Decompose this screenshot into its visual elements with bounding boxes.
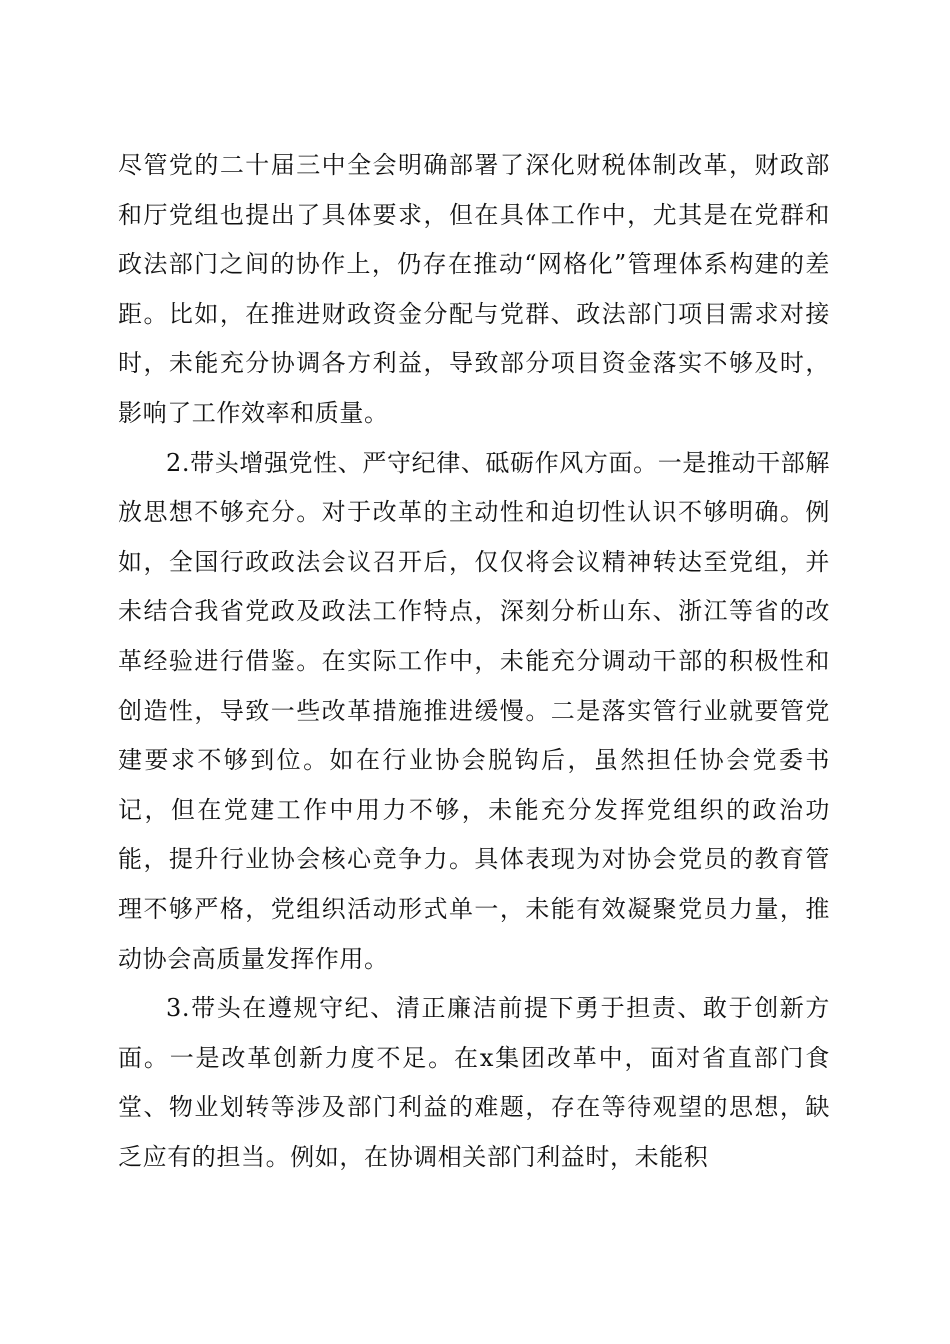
paragraph-fiscal-reform: 尽管党的二十届三中全会明确部署了深化财税体制改革，财政部和厅党组也提出了具体要求，但在具体工作中，尤其是在党群和政法部门之间的协作上，仍存在推动“网格化”管理体系构建的差距。比如，在推进财政资金分配与党群、政法部门项目需求对接时，未能充分协调各方利益，导致部分项目资金落实不够及时，影响了工作效率和质量。 [118,151,830,427]
paragraph-innovation-responsibility: 3.带头在遵规守纪、清正廉洁前提下勇于担责、敢于创新方面。一是改革创新力度不足。在x集团改革中，面对省直部门食堂、物业划转等涉及部门利益的难题，存在等待观望的思想，缺乏应有的担当。例如，在协调相关部门利益时，未能积 [118,994,830,1171]
document-body [118,141,830,1182]
paragraph-party-discipline: 2.带头增强党性、严守纪律、砥砺作风方面。一是推动干部解放思想不够充分。对于改革的主动性和迫切性认识不够明确。例如，全国行政政法会议召开后，仅仅将会议精神转达至党组，并未结合我省党政及政法工作特点，深刻分析山东、浙江等省的改革经验进行借鉴。在实际工作中，未能充分调动干部的积极性和创造性，导致一些改革措施推进缓慢。二是落实管行业就要管党建要求不够到位。如在行业协会脱钩后，虽然担任协会党委书记，但在党建工作中用力不够，未能充分发挥党组织的政治功能，提升行业协会核心竞争力。具体表现为对协会党员的教育管理不够严格，党组织活动形式单一，未能有效凝聚党员力量，推动协会高质量发挥作用。 [118,448,830,973]
